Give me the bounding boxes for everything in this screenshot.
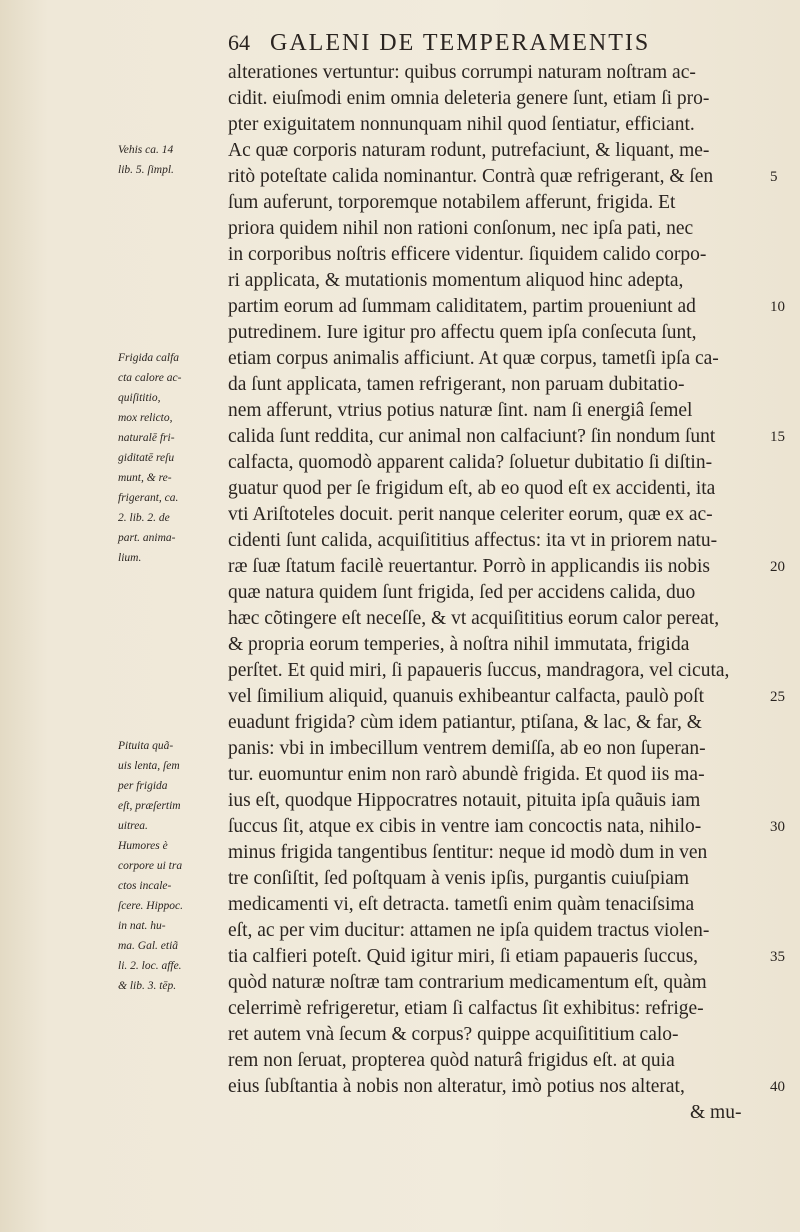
text-line: minus frigida tangentibus ſentitur: neque id modò dum in ven — [228, 842, 708, 863]
text-line: medicamenti vi, eſt detracta. tametſi enim quàm tenaciſsima — [228, 894, 695, 915]
text-line: partim eorum ad ſummam caliditatem, partim proueniunt ad — [228, 296, 696, 317]
marginal-note-1 — [118, 140, 204, 180]
line-number: 25 — [770, 689, 785, 705]
text-line: tia calfieri poteſt. Quid igitur miri, ſi etiam papaueris ſuccus, — [228, 946, 699, 967]
marginal-line: corpore ui tra — [118, 860, 183, 872]
text-line: pter exiguitatem nonnunquam nihil quod ſentiatur, efficiant. — [228, 114, 695, 135]
page-number: 64 — [228, 30, 250, 55]
marginal-line: & lib. 3. tēp. — [118, 980, 177, 992]
text-line: tur. euomuntur enim non rarò abundè frigida. Et quod iis ma- — [228, 764, 705, 785]
text-line: vti Ariſtoteles docuit. perit nanque celeriter eorum, quæ ex ac- — [228, 504, 713, 525]
text-line: celerrimè refrigeretur, etiam ſi calfactus ſit exhibitus: refrige- — [228, 998, 704, 1019]
text-line: ritò poteſtate calida nominantur. Contrà quæ refrigerant, & ſen — [228, 166, 714, 187]
text-line: calida ſunt reddita, cur animal non calfaciunt? ſin nondum ſunt — [228, 426, 716, 447]
marginal-line: uis lenta, ſem — [118, 760, 180, 772]
marginal-line: frigerant, ca. — [118, 492, 179, 504]
running-header — [228, 30, 748, 57]
marginal-line: eſt, præſertim — [118, 800, 181, 812]
marginal-line: Vehis ca. 14 — [118, 144, 174, 156]
text-line: eſt, ac per vim ducitur: attamen ne ipſa quidem tractus violen- — [228, 920, 710, 941]
marginal-note-3 — [118, 736, 204, 996]
text-line: ſum auferunt, torporemque notabilem afferunt, frigida. Et — [228, 192, 676, 213]
text-line: alterationes vertuntur: quibus corrumpi naturam noſtram ac- — [228, 62, 696, 83]
line-number: 15 — [770, 429, 785, 445]
marginal-line: ma. Gal. etiã — [118, 940, 179, 952]
marginal-line: giditatē reſu — [118, 452, 175, 464]
catchword: & mu- — [690, 1102, 742, 1123]
text-line: priora quidem nihil non rationi conſonum, nec ipſa pati, nec — [228, 218, 694, 239]
text-line: panis: vbi in imbecillum ventrem demiſſa, ab eo non ſuperan- — [228, 738, 706, 759]
marginal-line: uitrea. — [118, 820, 148, 832]
text-line: ræ ſuæ ſtatum facilè reuertantur. Porrò in applicandis iis nobis — [228, 556, 710, 577]
marginal-line: ctos incale- — [118, 880, 172, 892]
text-line: & propria eorum temperies, à noſtra nihil immutata, frigida — [228, 634, 690, 655]
text-line: guatur quod per ſe frigidum eſt, ab eo quod eſt ex accidenti, ita — [228, 478, 716, 499]
marginal-line: Pituita quã- — [118, 740, 174, 752]
marginal-line: cta calore ac- — [118, 372, 182, 384]
line-number: 35 — [770, 949, 785, 965]
marginal-line: munt, & re- — [118, 472, 172, 484]
marginal-line: in nat. hu- — [118, 920, 166, 932]
text-line: eius ſubſtantia à nobis non alteratur, imò potius nos alterat, — [228, 1076, 685, 1097]
marginal-line: part. anima- — [118, 532, 176, 544]
marginal-line: Humores è — [118, 840, 168, 852]
marginal-line: per frigida — [118, 780, 168, 792]
text-line: calfacta, quomodò apparent calida? ſoluetur dubitatio ſi diſtin- — [228, 452, 713, 473]
text-line: putredinem. Iure igitur pro affectu quem ipſa conſecuta ſunt, — [228, 322, 697, 343]
running-title: GALENI DE TEMPERAMENTIS — [270, 30, 651, 56]
marginal-line: lium. — [118, 552, 142, 564]
marginal-line: mox relicto, — [118, 412, 173, 424]
text-line: rem non ſeruat, propterea quòd naturâ frigidus eſt. at quia — [228, 1050, 675, 1071]
line-number: 30 — [770, 819, 785, 835]
marginal-line: lib. 5. ſimpl. — [118, 164, 174, 176]
text-line: cidenti ſunt calida, acquiſititius affectus: ita vt in priorem natu- — [228, 530, 718, 551]
marginal-line: naturalē fri- — [118, 432, 175, 444]
text-line: ret autem vnà ſecum & corpus? quippe acquiſititium calo- — [228, 1024, 679, 1045]
text-line: quòd naturæ noſtræ tam contrarium medicamentum eſt, quàm — [228, 972, 707, 993]
text-line: in corporibus noſtris efficere videntur. ſiquidem calido corpo- — [228, 244, 707, 265]
marginal-line: li. 2. loc. affe. — [118, 960, 182, 972]
text-line: tre conſiſtit, ſed poſtquam à venis ipſis, purgantis cuiuſpiam — [228, 868, 690, 889]
marginal-line: 2. lib. 2. de — [118, 512, 170, 524]
text-line: euadunt frigida? cùm idem patiantur, ptiſana, & lac, & far, & — [228, 712, 702, 733]
text-line: quæ natura quidem ſunt frigida, ſed per accidens calida, duo — [228, 582, 696, 603]
text-line: perſtet. Et quid miri, ſi papaueris ſuccus, mandragora, vel cicuta, — [228, 660, 730, 681]
line-number: 40 — [770, 1079, 785, 1095]
text-line: ſuccus ſit, atque ex cibis in ventre iam concoctis nata, nihilo- — [228, 816, 702, 837]
text-line: etiam corpus animalis afficiunt. At quæ corpus, tametſi ipſa ca- — [228, 348, 719, 369]
line-number: 20 — [770, 559, 785, 575]
text-line: cidit. eiuſmodi enim omnia deleteria genere ſunt, etiam ſi pro- — [228, 88, 710, 109]
text-line: ius eſt, quodque Hippocratres notauit, pituita ipſa quãuis iam — [228, 790, 701, 811]
text-line: nem afferunt, vtrius potius naturæ ſint. nam ſi energiâ ſemel — [228, 400, 693, 421]
text-line: ri applicata, & mutationis momentum aliquod hinc adepta, — [228, 270, 684, 291]
text-line: hæc cõtingere eſt neceſſe, & vt acquiſititius eorum calor pereat, — [228, 608, 720, 629]
text-line: da ſunt applicata, tamen refrigerant, non paruam dubitatio- — [228, 374, 685, 395]
line-number: 5 — [770, 169, 778, 185]
text-line: vel ſimilium aliquid, quanuis exhibeantur calfacta, paulò poſt — [228, 686, 704, 707]
marginal-note-2 — [118, 348, 204, 568]
text-line: Ac quæ corporis naturam rodunt, putrefaciunt, & liquant, me- — [228, 140, 710, 161]
line-number: 10 — [770, 299, 785, 315]
marginal-line: quiſititio, — [118, 392, 161, 404]
marginal-line: Frigida calfa — [118, 352, 180, 364]
marginal-line: ſcere. Hippoc. — [118, 900, 184, 912]
